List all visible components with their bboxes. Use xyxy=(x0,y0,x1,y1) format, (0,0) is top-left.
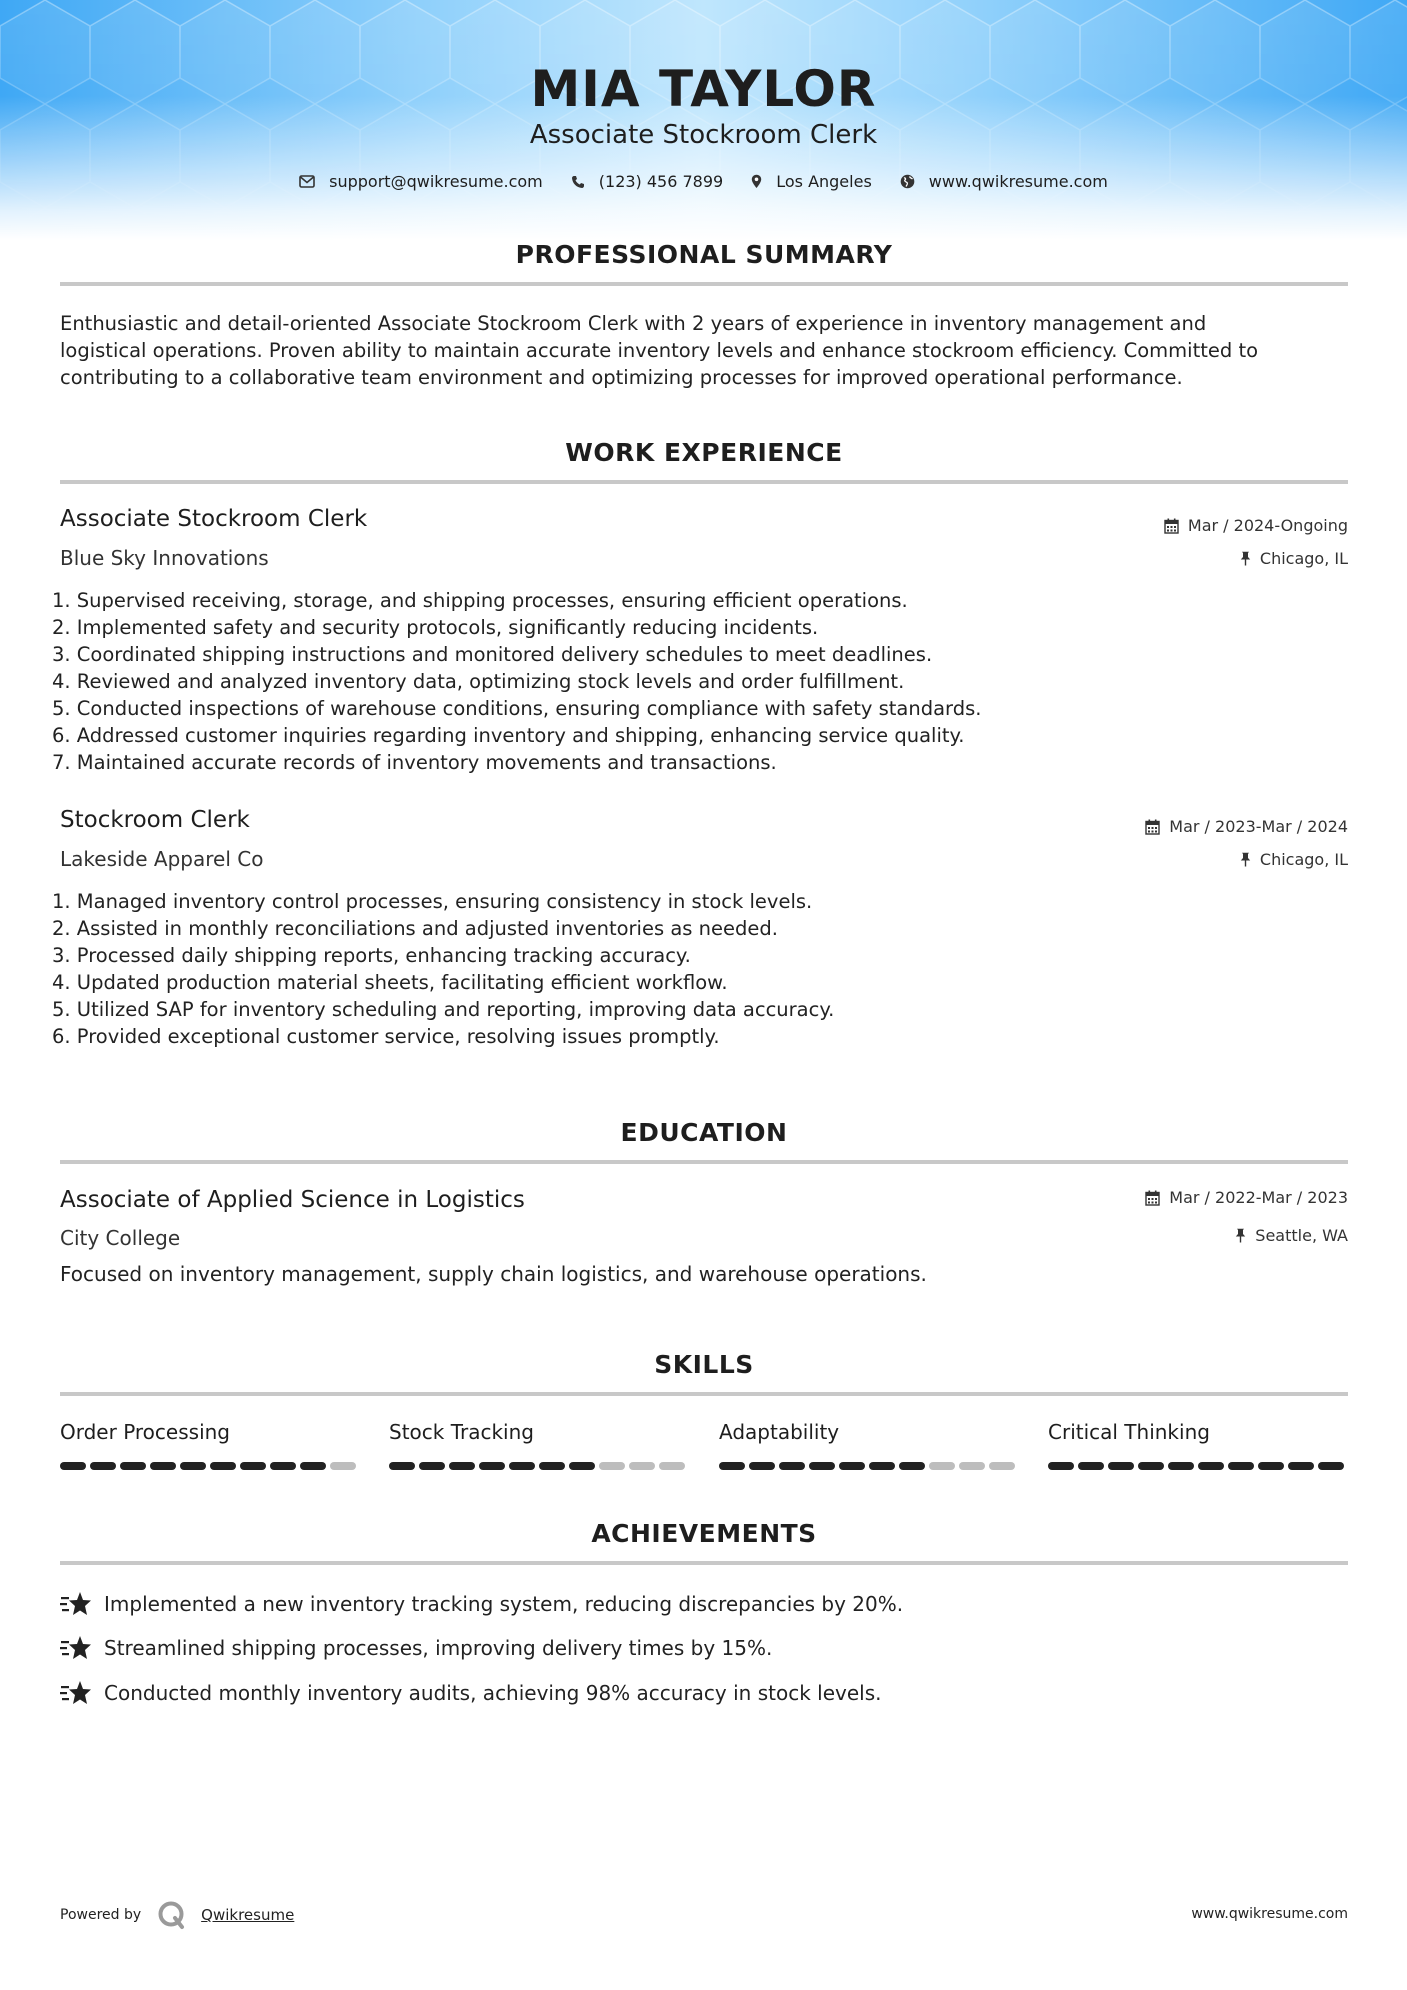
job-dates xyxy=(1145,817,1348,836)
skill-level-segment xyxy=(150,1462,176,1470)
section-heading-education: EDUCATION xyxy=(620,1118,788,1147)
map-pin-icon xyxy=(751,174,762,189)
location-text: Chicago, IL xyxy=(1259,850,1348,869)
calendar-icon xyxy=(1164,518,1179,534)
skill-level-segment xyxy=(959,1462,985,1470)
skill-level-segment xyxy=(569,1462,595,1470)
bullet-item: 6. Addressed customer inquiries regarding inventory and shipping, enhancing service quality. xyxy=(52,724,965,747)
skill-level-segment xyxy=(839,1462,865,1470)
globe-icon xyxy=(900,174,915,189)
job-location xyxy=(1240,549,1348,568)
bullet-item: 5. Conducted inspections of warehouse conditions, ensuring compliance with safety standards. xyxy=(52,697,982,720)
section-divider xyxy=(60,480,1348,484)
bullet-item: 3. Coordinated shipping instructions and monitored delivery schedules to meet deadlines. xyxy=(52,643,933,666)
skill-level-segment xyxy=(389,1462,415,1470)
skill-level-segment xyxy=(270,1462,296,1470)
degree-title: Associate of Applied Science in Logistics xyxy=(60,1187,525,1213)
job-bullets xyxy=(52,888,1342,1050)
education-location xyxy=(1235,1226,1348,1245)
section-divider xyxy=(60,1561,1348,1565)
website-text: www.qwikresume.com xyxy=(928,172,1108,191)
skill-level-segment xyxy=(479,1462,505,1470)
skill-level-segment xyxy=(1198,1462,1224,1470)
job-location xyxy=(1240,850,1348,869)
bullet-item: 1. Managed inventory control processes, ensuring consistency in stock levels. xyxy=(52,890,813,913)
skill-name: Adaptability xyxy=(719,1420,840,1444)
skill-level-segment xyxy=(659,1462,685,1470)
achievement-item xyxy=(60,1679,881,1707)
location-text: Seattle, WA xyxy=(1255,1226,1348,1245)
section-divider xyxy=(60,282,1348,286)
job-title: Associate Stockroom Clerk xyxy=(60,506,368,532)
contact-website[interactable] xyxy=(900,172,1108,191)
skill-level-segment xyxy=(869,1462,895,1470)
achievement-text: Streamlined shipping processes, improving delivery times by 15%. xyxy=(104,1636,773,1660)
location-text: Los Angeles xyxy=(776,172,872,191)
skill-level-segment xyxy=(1168,1462,1194,1470)
skill-name: Stock Tracking xyxy=(389,1420,534,1444)
achievement-item xyxy=(60,1634,772,1662)
skill-level-segment xyxy=(779,1462,805,1470)
skill-level-segment xyxy=(599,1462,625,1470)
skill-name: Critical Thinking xyxy=(1048,1420,1210,1444)
job-title: Stockroom Clerk xyxy=(60,807,250,833)
achievement-text: Conducted monthly inventory audits, achieving 98% accuracy in stock levels. xyxy=(104,1681,882,1705)
skill-level-segment xyxy=(509,1462,535,1470)
skill-level-segment xyxy=(1228,1462,1254,1470)
contact-phone[interactable] xyxy=(571,172,723,191)
calendar-icon xyxy=(1145,1190,1160,1206)
pushpin-icon xyxy=(1240,852,1251,867)
contact-location xyxy=(751,172,872,191)
candidate-title: Associate Stockroom Clerk xyxy=(529,120,878,150)
bullet-item: 6. Provided exceptional customer service, resolving issues promptly. xyxy=(52,1025,720,1048)
location-text: Chicago, IL xyxy=(1259,549,1348,568)
bullet-item: 7. Maintained accurate records of inventory movements and transactions. xyxy=(52,751,777,774)
contact-email[interactable] xyxy=(299,172,543,191)
envelope-icon xyxy=(299,175,315,188)
skill-level-segment xyxy=(419,1462,445,1470)
skill-level-segment xyxy=(180,1462,206,1470)
qwikresume-link[interactable]: Qwikresume xyxy=(201,1906,295,1924)
phone-text: (123) 456 7899 xyxy=(598,172,724,191)
summary-text xyxy=(60,310,1348,391)
skill-level-segment xyxy=(629,1462,655,1470)
skill-item xyxy=(1048,1420,1348,1470)
skill-level-segment xyxy=(240,1462,266,1470)
dates-text: Mar / 2022-Mar / 2023 xyxy=(1169,1188,1348,1207)
skill-level-segment xyxy=(120,1462,146,1470)
skill-level-segment xyxy=(1258,1462,1284,1470)
bullet-item: 3. Processed daily shipping reports, enhancing tracking accuracy. xyxy=(52,944,691,967)
candidate-name: MIA TAYLOR xyxy=(530,60,877,118)
section-heading-achievements: ACHIEVEMENTS xyxy=(591,1519,817,1548)
school-name: City College xyxy=(60,1226,181,1250)
skill-level-segment xyxy=(539,1462,565,1470)
section-divider xyxy=(60,1392,1348,1396)
achievement-text: Implemented a new inventory tracking system, reducing discrepancies by 20%. xyxy=(104,1592,904,1616)
summary-line: contributing to a collaborative team environment and optimizing processes for improved operational performance. xyxy=(60,366,1183,389)
skill-level-segment xyxy=(60,1462,86,1470)
skill-item xyxy=(389,1420,689,1470)
skill-level-segment xyxy=(90,1462,116,1470)
skill-level-segment xyxy=(1048,1462,1074,1470)
calendar-icon xyxy=(1145,819,1160,835)
bullet-item: 2. Implemented safety and security protocols, significantly reducing incidents. xyxy=(52,616,819,639)
skill-level-segment xyxy=(300,1462,326,1470)
section-heading-skills: SKILLS xyxy=(654,1350,754,1379)
skill-level-segment xyxy=(899,1462,925,1470)
qwikresume-logo-icon xyxy=(157,1900,187,1930)
skill-level-segment xyxy=(749,1462,775,1470)
summary-line: logistical operations. Proven ability to maintain accurate inventory levels and enhance stockroom efficiency. Committed to xyxy=(60,339,1259,362)
dates-text: Mar / 2023-Mar / 2024 xyxy=(1169,817,1348,836)
skill-level-bar xyxy=(60,1462,360,1470)
job-bullets xyxy=(52,587,1342,776)
speed-star-icon xyxy=(60,1590,92,1618)
phone-icon xyxy=(571,175,585,189)
dates-text: Mar / 2024-Ongoing xyxy=(1187,516,1348,535)
bullet-item: 4. Reviewed and analyzed inventory data, optimizing stock levels and order fulfillment. xyxy=(52,670,905,693)
company-name: Blue Sky Innovations xyxy=(60,546,269,570)
skill-level-segment xyxy=(330,1462,356,1470)
contact-bar xyxy=(0,172,1407,191)
skill-level-segment xyxy=(1138,1462,1164,1470)
skill-level-segment xyxy=(929,1462,955,1470)
achievement-item xyxy=(60,1590,903,1618)
speed-star-icon xyxy=(60,1634,92,1662)
skill-level-bar xyxy=(1048,1462,1348,1470)
speed-star-icon xyxy=(60,1679,92,1707)
education-dates xyxy=(1145,1188,1348,1207)
skill-level-segment xyxy=(449,1462,475,1470)
skill-item xyxy=(719,1420,1019,1470)
section-divider xyxy=(60,1160,1348,1164)
email-text: support@qwikresume.com xyxy=(329,172,543,191)
bullet-item: 2. Assisted in monthly reconciliations and adjusted inventories as needed. xyxy=(52,917,778,940)
bullet-item: 5. Utilized SAP for inventory scheduling and reporting, improving data accuracy. xyxy=(52,998,835,1021)
skill-level-bar xyxy=(389,1462,689,1470)
resume-header xyxy=(0,0,1407,240)
footer-powered-by xyxy=(60,1900,294,1930)
skill-level-segment xyxy=(809,1462,835,1470)
skill-item xyxy=(60,1420,360,1470)
skill-level-segment xyxy=(1078,1462,1104,1470)
skill-level-segment xyxy=(1108,1462,1134,1470)
skill-level-segment xyxy=(719,1462,745,1470)
skill-level-segment xyxy=(1288,1462,1314,1470)
skill-level-segment xyxy=(210,1462,236,1470)
summary-line: Enthusiastic and detail-oriented Associate Stockroom Clerk with 2 years of experience in inventory management and xyxy=(60,312,1207,335)
job-dates xyxy=(1164,516,1348,535)
company-name: Lakeside Apparel Co xyxy=(60,847,264,871)
skill-level-segment xyxy=(1318,1462,1344,1470)
section-heading-summary: PROFESSIONAL SUMMARY xyxy=(515,240,893,269)
bullet-item: 4. Updated production material sheets, facilitating efficient workflow. xyxy=(52,971,728,994)
section-heading-experience: WORK EXPERIENCE xyxy=(565,438,843,467)
education-description: Focused on inventory management, supply chain logistics, and warehouse operations. xyxy=(60,1262,927,1286)
skill-name: Order Processing xyxy=(60,1420,230,1444)
pushpin-icon xyxy=(1240,551,1251,566)
bullet-item: 1. Supervised receiving, storage, and shipping processes, ensuring efficient operations. xyxy=(52,589,908,612)
footer-website[interactable]: www.qwikresume.com xyxy=(1191,1906,1348,1922)
skill-level-segment xyxy=(989,1462,1015,1470)
pushpin-icon xyxy=(1235,1228,1246,1243)
powered-by-label: Powered by xyxy=(60,1907,142,1923)
skill-level-bar xyxy=(719,1462,1019,1470)
